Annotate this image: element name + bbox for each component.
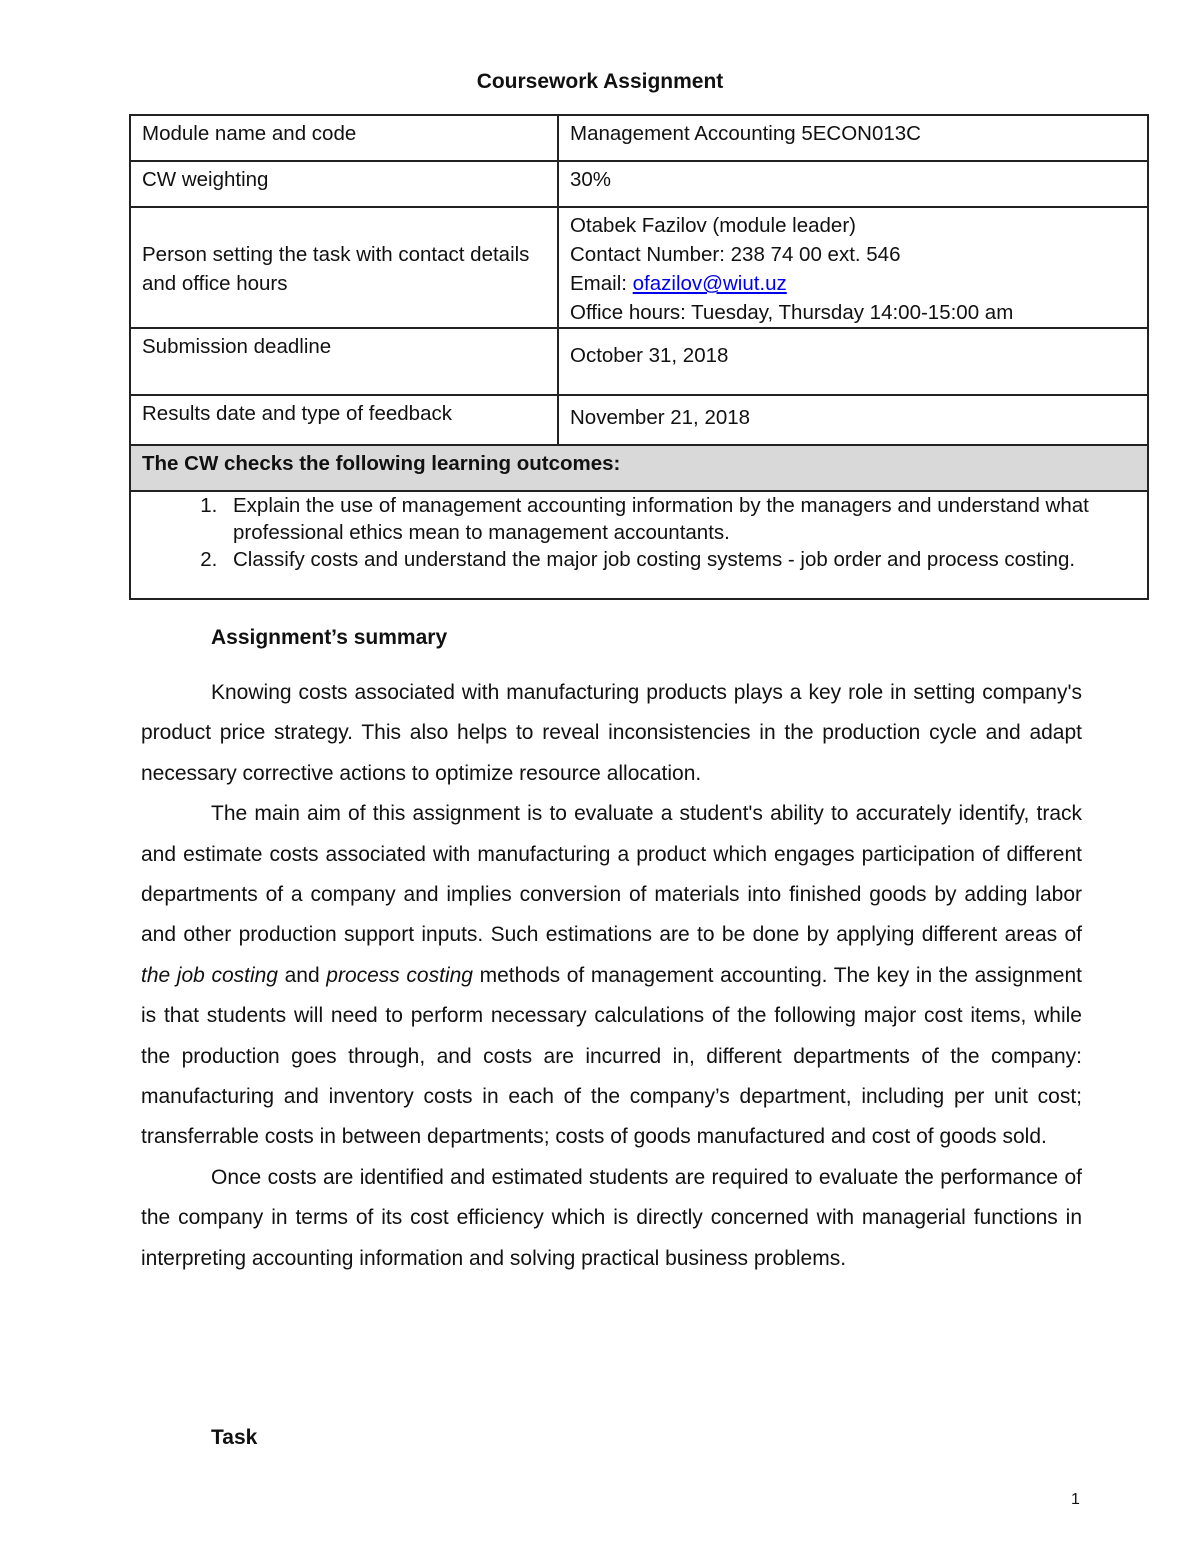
contact-email-line bbox=[570, 269, 1137, 298]
row-value: Management Accounting 5ECON013C bbox=[558, 115, 1148, 161]
outcomes-list bbox=[142, 492, 1137, 573]
contact-number: Contact Number: 238 74 00 ext. 546 bbox=[570, 243, 901, 266]
text: The main aim of this assignment is to evaluate a student's ability to accurately identify, track and estimate costs associated with manufacturing a product which engages participation of different departments of a company and implies conversion of materials into finished goods by adding labor and other production support inputs. Such estimations are to be done by applying different areas of bbox=[141, 802, 1082, 947]
list-item: 1. Explain the use of management accounting information by the managers and understand what professional ethics mean to management accountants. bbox=[223, 492, 1137, 546]
row-value: 30% bbox=[558, 161, 1148, 207]
task-heading: Task bbox=[211, 1426, 258, 1449]
table-row bbox=[130, 395, 1148, 445]
paragraph: Knowing costs associated with manufacturing products plays a key role in setting company's product price strategy. This also helps to reveal inconsistencies in the production cycle and adapt necessary corrective actions to optimize resource allocation. bbox=[141, 681, 1082, 785]
list-item: 2. Classify costs and understand the major job costing systems - job order and process costing. bbox=[223, 546, 1137, 573]
text: methods of management accounting. The key in the assignment is that students will need to perform necessary calculations of the following major cost items, while the production goes through, and costs are incurred in, different departments of the company: manufacturing and inventory costs in each of the company’s department, including per unit cost; transferrable costs in between departments; costs of goods manufactured and cost of goods sold. bbox=[141, 963, 1082, 1149]
row-label: Module name and code bbox=[130, 115, 558, 161]
assignment-info-table bbox=[129, 114, 1149, 600]
table-row bbox=[130, 115, 1148, 161]
table-row bbox=[130, 207, 1148, 328]
email-label: Email: bbox=[570, 272, 633, 295]
row-label: Results date and type of feedback bbox=[130, 395, 558, 445]
row-value: November 21, 2018 bbox=[558, 395, 1148, 445]
row-label: Person setting the task with contact details and office hours bbox=[130, 207, 558, 328]
summary-heading: Assignment’s summary bbox=[211, 626, 448, 649]
row-value: October 31, 2018 bbox=[558, 328, 1148, 395]
paragraph: Once costs are identified and estimated students are required to evaluate the performance of the company in terms of its cost efficiency which is directly concerned with managerial functions in interpreting accounting information and solving practical business problems. bbox=[141, 1165, 1082, 1270]
outcomes-header: The CW checks the following learning outcomes: bbox=[130, 445, 1148, 491]
table-row bbox=[130, 328, 1148, 395]
outcomes-cell bbox=[130, 491, 1148, 599]
page-number: 1 bbox=[1071, 1491, 1080, 1508]
email-link[interactable]: ofazilov@wiut.uz bbox=[632, 272, 787, 295]
contact-name: Otabek Fazilov (module leader) bbox=[570, 214, 856, 237]
italic-term: process costing bbox=[326, 963, 473, 987]
office-hours: Office hours: Tuesday, Thursday 14:00-15:00 am bbox=[570, 301, 1014, 324]
row-label: CW weighting bbox=[130, 161, 558, 207]
outcomes-row bbox=[130, 491, 1148, 599]
row-label: Submission deadline bbox=[130, 328, 558, 395]
paragraph bbox=[141, 794, 1082, 1158]
table-row bbox=[130, 161, 1148, 207]
summary-body bbox=[141, 673, 1082, 1279]
contact-details bbox=[558, 207, 1148, 328]
outcomes-header-row bbox=[130, 445, 1148, 491]
document-title: Coursework Assignment bbox=[476, 70, 724, 93]
italic-term: the job costing bbox=[141, 963, 278, 987]
text: and bbox=[278, 963, 327, 987]
